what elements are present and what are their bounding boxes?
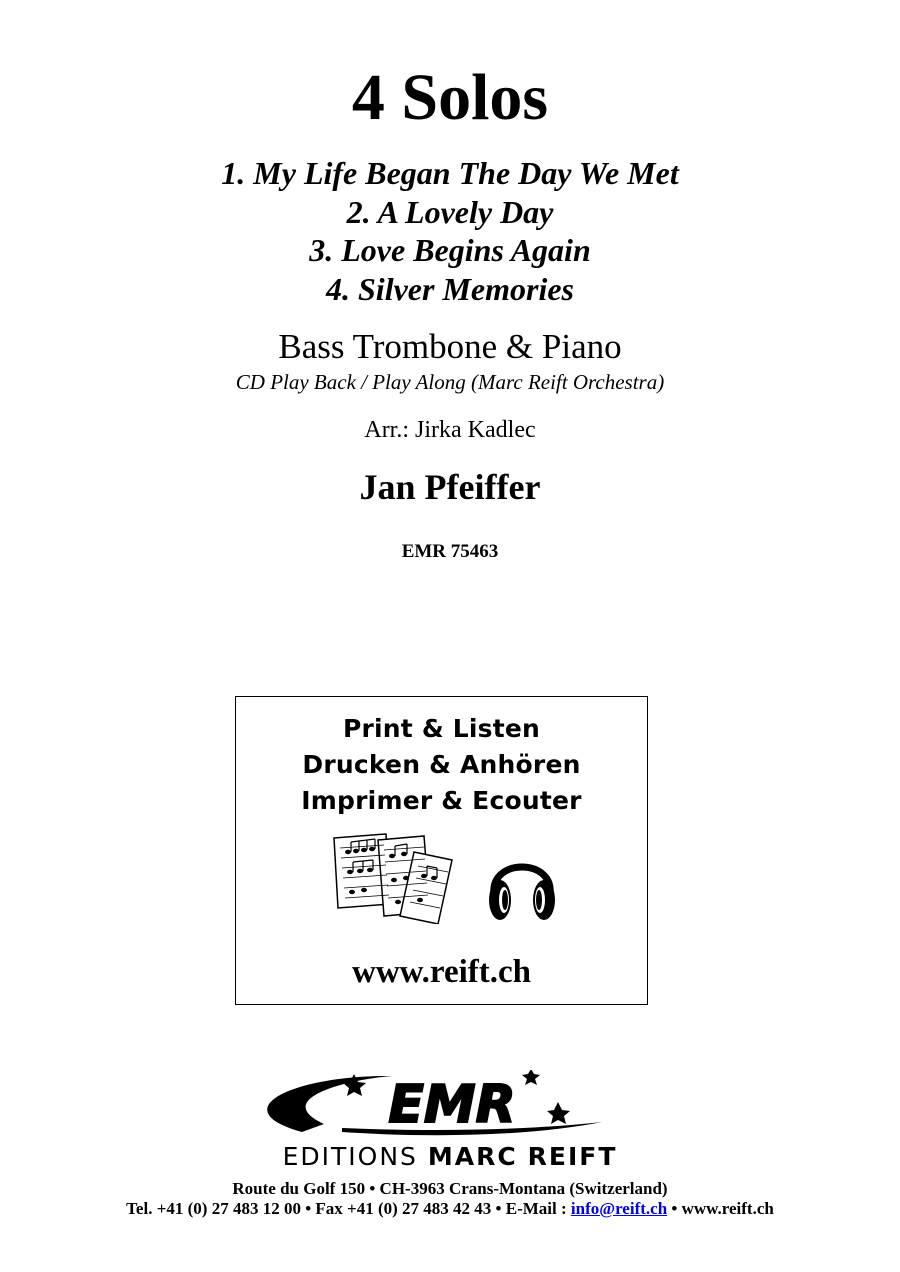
- promo-line: Drucken & Anhören: [302, 750, 581, 779]
- publisher-address: Route du Golf 150 • CH-3963 Crans-Montana (Switzerland): [232, 1179, 668, 1198]
- playback-note: CD Play Back / Play Along (Marc Reift Orchestra): [235, 370, 665, 394]
- song-title: 2. A Lovely Day: [346, 193, 554, 230]
- contact-phone-fax: Tel. +41 (0) 27 483 12 00 • Fax +41 (0) 27 483 42 43 • E-Mail :: [126, 1199, 571, 1218]
- arranger: Arr.: Jirka Kadlec: [364, 417, 536, 443]
- publisher-contact: [0, 1199, 900, 1219]
- publisher-name-part: EDITIONS: [282, 1142, 418, 1171]
- contact-web: • www.reift.ch: [667, 1199, 774, 1218]
- emr-logo: [232, 1070, 672, 1142]
- promo-lines: [236, 711, 647, 819]
- publisher-name-part: MARC: [427, 1142, 518, 1171]
- song-title: 3. Love Begins Again: [309, 232, 591, 268]
- catalog-number: EMR 75463: [401, 541, 499, 562]
- promo-box: [235, 696, 648, 1005]
- publisher-name: [0, 1143, 900, 1171]
- headphones-icon: [486, 844, 558, 924]
- song-title: 1. My Life Began The Day We Met: [221, 155, 679, 191]
- promo-line: Imprimer & Ecouter: [301, 786, 582, 815]
- promo-website: www.reift.ch: [351, 954, 532, 990]
- publisher-name-part: REIFT: [527, 1142, 618, 1171]
- composer: Jan Pfeiffer: [359, 467, 541, 507]
- sheet-music-icon: [326, 832, 456, 924]
- song-list: [0, 154, 900, 308]
- svg-text:EMR: EMR: [388, 1075, 516, 1135]
- promo-line: Print & Listen: [342, 714, 541, 743]
- page-title: 4 Solos: [351, 61, 549, 134]
- email-link[interactable]: info@reift.ch: [570, 1199, 668, 1218]
- instrumentation: Bass Trombone & Piano: [278, 327, 622, 366]
- song-title: 4. Silver Memories: [326, 270, 574, 307]
